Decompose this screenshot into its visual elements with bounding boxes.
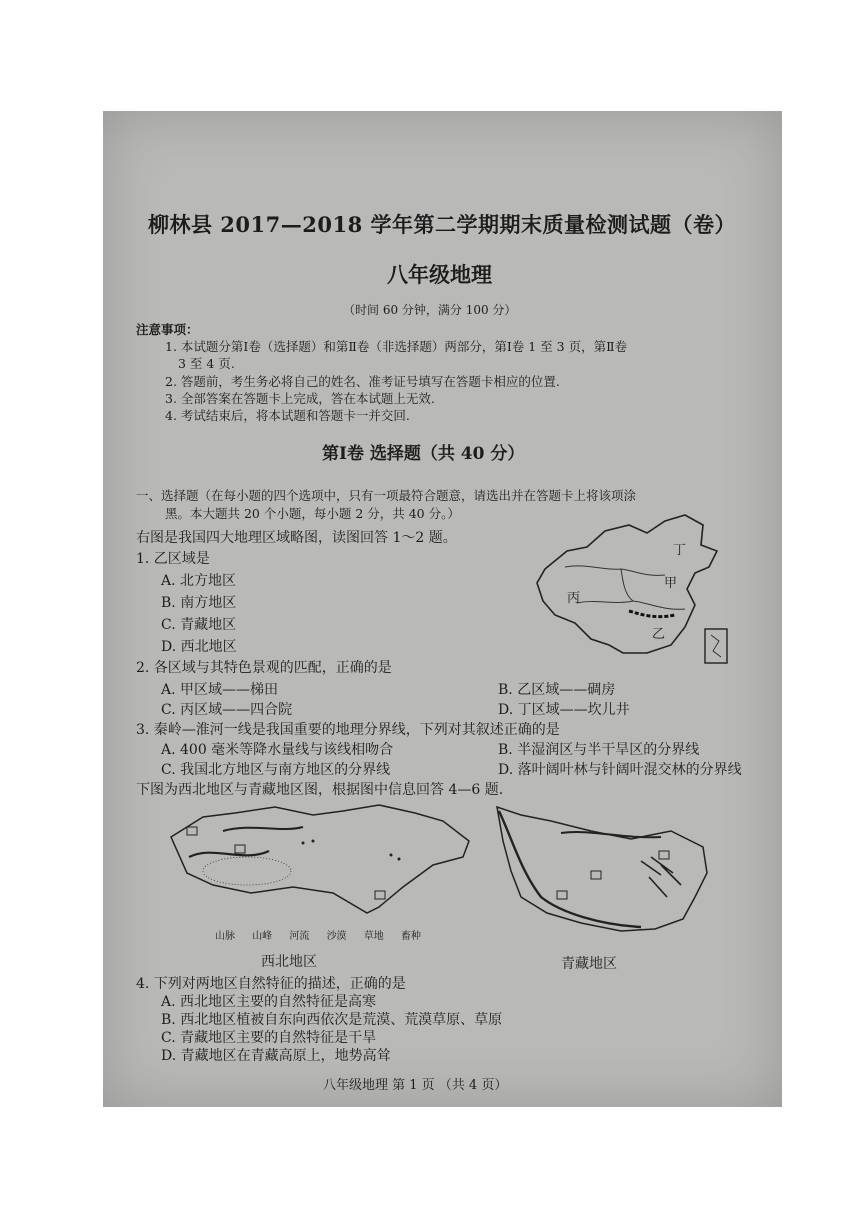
exam-subtitle: 八年级地理 bbox=[387, 262, 492, 287]
q2-option-a: A. 甲区域——梯田 bbox=[161, 682, 279, 698]
exam-title: 柳林县 2017—2018 学年第二学期期末质量检测试题（卷） bbox=[148, 212, 737, 237]
q3-option-a: A. 400 毫米等降水量线与该线相吻合 bbox=[161, 742, 394, 758]
part1-instruction: 黑。本大题共 20 个小题，每小题 2 分，共 40 分。） bbox=[165, 506, 460, 521]
qinghai-tibet-region-map bbox=[491, 801, 721, 941]
q1-stem: 1. 乙区域是 bbox=[136, 551, 210, 567]
map-caption-qinghai-tibet: 青藏地区 bbox=[561, 956, 617, 972]
q1-option: C. 青藏地区 bbox=[161, 617, 237, 633]
q3-option-c: C. 我国北方地区与南方地区的分界线 bbox=[161, 762, 391, 778]
q4-stem: 4. 下列对两地区自然特征的描述，正确的是 bbox=[136, 976, 406, 992]
q4-option: B. 西北地区植被自东向西依次是荒漠、荒漠草原、草原 bbox=[161, 1012, 503, 1028]
map-label-yi: 乙 bbox=[652, 627, 666, 642]
q3-stem: 3. 秦岭—淮河一线是我国重要的地理分界线，下列对其叙述正确的是 bbox=[136, 722, 560, 738]
legend-item: 山脉 bbox=[215, 931, 235, 942]
map-label-jia: 甲 bbox=[664, 576, 678, 591]
legend-item: 河流 bbox=[289, 931, 310, 942]
q2-stem: 2. 各区域与其特色景观的匹配，正确的是 bbox=[136, 660, 392, 676]
q4-option: D. 青藏地区在青藏高原上，地势高耸 bbox=[161, 1048, 391, 1064]
legend-item: 山峰 bbox=[252, 931, 273, 942]
legend-item: 草地 bbox=[363, 931, 384, 942]
notice-item: 1. 本试题分第Ⅰ卷（选择题）和第Ⅱ卷（非选择题）两部分，第Ⅰ卷 1 至 3 页，第Ⅱ卷 bbox=[165, 339, 628, 354]
notice-item: 2. 答题前，考生务必将自己的姓名、准考证号填写在答题卡相应的位置. bbox=[165, 374, 560, 389]
intro-q4-6: 下图为西北地区与青藏地区图，根据图中信息回答 4—6 题. bbox=[136, 782, 504, 798]
map-label-ding: 丁 bbox=[673, 543, 687, 558]
q3-option-b: B. 半湿润区与半干旱区的分界线 bbox=[498, 742, 700, 758]
notice-heading: 注意事项： bbox=[136, 322, 199, 337]
section-title: 第Ⅰ卷 选择题（共 40 分） bbox=[322, 444, 525, 464]
notice-item: 3. 全部答案在答题卡上完成，答在本试题上无效. bbox=[165, 391, 435, 406]
exam-paper-sheet bbox=[103, 111, 782, 1107]
notice-item: 3 至 4 页. bbox=[178, 356, 235, 371]
northwest-region-map bbox=[163, 801, 483, 919]
q3-option-d: D. 落叶阔叶林与针阔叶混交林的分界线 bbox=[498, 762, 742, 778]
map-label-bing: 丙 bbox=[567, 591, 581, 606]
china-regions-map bbox=[525, 511, 745, 681]
intro-q1-2: 右图是我国四大地理区域略图，读图回答 1～2 题。 bbox=[136, 530, 457, 546]
map-caption-northwest: 西北地区 bbox=[261, 954, 317, 970]
q1-option: D. 西北地区 bbox=[161, 639, 237, 655]
q4-option: C. 青藏地区主要的自然特征是干旱 bbox=[161, 1030, 377, 1046]
q2-option-d: D. 丁区域——坎儿井 bbox=[498, 702, 630, 718]
legend-item: 畜种 bbox=[400, 931, 421, 942]
notice-item: 4. 考试结束后，将本试题和答题卡一并交回. bbox=[165, 408, 410, 423]
part1-instruction: 一、选择题（在每小题的四个选项中，只有一项最符合题意，请选出并在答题卡上将该项涂 bbox=[136, 488, 637, 503]
legend-item: 沙漠 bbox=[326, 931, 347, 942]
page-footer: 八年级地理 第 1 页 （共 4 页） bbox=[323, 1078, 508, 1093]
q4-option: A. 西北地区主要的自然特征是高寒 bbox=[161, 994, 377, 1010]
time-info: （时间 60 分钟，满分 100 分） bbox=[343, 303, 517, 317]
q1-option: B. 南方地区 bbox=[161, 595, 237, 611]
map-legend bbox=[215, 927, 435, 942]
q1-option: A. 北方地区 bbox=[161, 573, 237, 589]
q2-option-c: C. 丙区域——四合院 bbox=[161, 702, 293, 718]
q2-option-b: B. 乙区域——碉房 bbox=[498, 682, 616, 698]
